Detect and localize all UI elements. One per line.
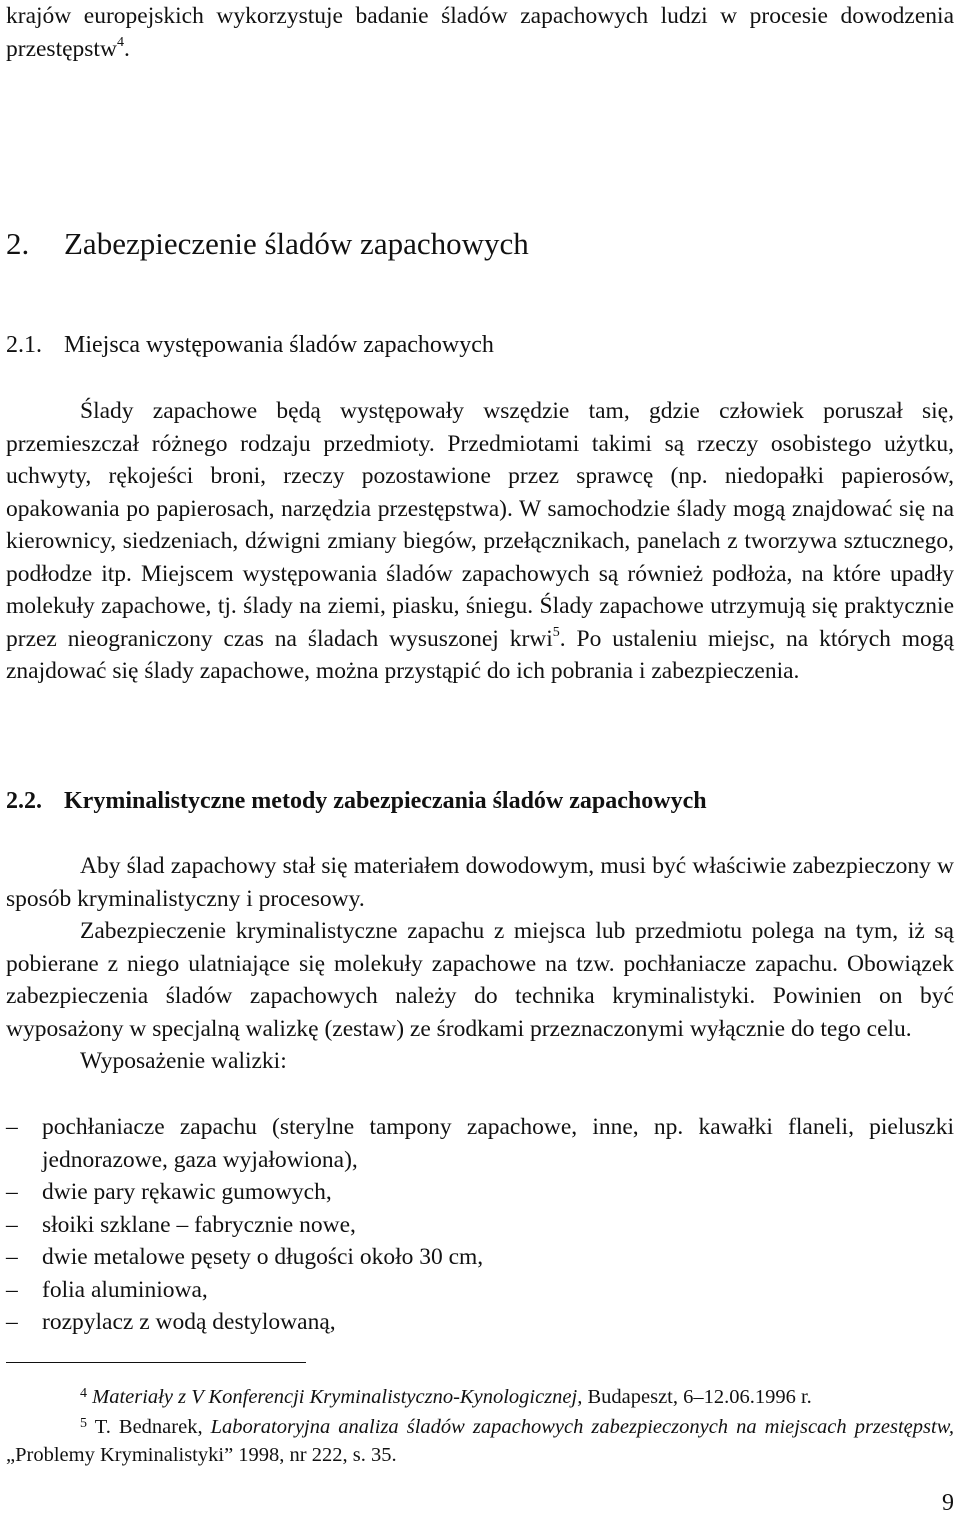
section-number: 2. bbox=[6, 226, 30, 261]
paragraph-1-end: . Po ustaleniu miejsc, na których mogą znajdować się ślady zapachowe, można przystąpić do ich pobrania i zabezpieczenia. bbox=[6, 625, 954, 684]
subsection-title: Kryminalistyczne metody zabezpieczania śladów zapachowych bbox=[64, 788, 707, 814]
footnote-ref-4: 4 bbox=[116, 34, 124, 50]
list-item: – pochłaniacze zapachu (sterylne tampony zapachowe, inne, np. kawałki flaneli, pieluszki jednorazowe, gaza wyjałowiona), bbox=[6, 1114, 954, 1173]
footnote-5: $^5$ T. Bednarek, Laboratoryjna analiza śladów zapachowych zabezpieczonych na miejscach przestępstw, „Problemy Kryminalistyki” 1998, nr 222, s. 35. bbox=[6, 1416, 954, 1466]
footnote-separator bbox=[6, 1362, 306, 1363]
intro-end: . bbox=[123, 35, 130, 62]
paragraph-1 bbox=[6, 395, 954, 688]
paragraph-1-text: Ślady zapachowe będą występowały wszędzie tam, gdzie człowiek poruszał się, przemieszczał różnego rodzaju przedmioty. Przedmiotami takimi są rzeczy osobistego użytku, uchwyty, rękojeści broni, rzeczy pozostawione przez sprawcę (np. niedopałki papierosów, opakowania po papierosach, narzędzia przestępstwa). W samochodzie ślady mogą znajdować się na kierownicy, siedzeniach, dźwigni zmiany biegów, przełącznikach, panelach z tworzywa sztucznego, podłodze itp. Miejscem występowania śladów zapachowych są również podłoża, na które upadły molekuły zapachowe, tj. ślady na ziemi, piasku, śniegu. Ślady zapachowe utrzymują się praktycznie przez nieograniczony czas na śladach wysuszonej krwi bbox=[6, 398, 954, 652]
list-item: – rozpylacz z wodą destylowaną, bbox=[6, 1309, 336, 1335]
subsection-title: Miejsca występowania śladów zapachowych bbox=[64, 332, 494, 358]
list-item: – folia aluminiowa, bbox=[6, 1276, 208, 1303]
paragraph-3-text: Zabezpieczenie kryminalistyczne zapachu z miejsca lub przedmiotu polega na tym, iż są pobierane z niego ulatniające się molekuły zapachowe na tzw. pochłaniacze zapachu. Obowiązek zabezpieczenia śladów zapachowych należy do technika kryminalistyki. Powinien on być wyposażony w specjalną walizkę (zestaw) ze środkami przeznaczonymi wyłącznie do tego celu. bbox=[6, 918, 954, 1042]
page-number: 9 bbox=[942, 1490, 954, 1516]
paragraph-2-text: Aby ślad zapachowy stał się materiałem dowodowym, musi być właściwie zabezpieczony w sposób kryminalistyczny i procesowy. bbox=[6, 853, 954, 912]
section-title: Zabezpieczenie śladów zapachowych bbox=[64, 226, 529, 261]
intro-text: krajów europejskich wykorzystuje badanie śladów zapachowych ludzi w procesie dowodzenia przestępstw bbox=[6, 3, 954, 62]
footnote-4: $^4$ Materiały z V Konferencji Kryminalistyczno-Kynologicznej, Budapeszt, 6–12.06.1996 r. bbox=[80, 1386, 812, 1408]
section-heading bbox=[6, 224, 946, 264]
footnote-ref-5: 5 bbox=[552, 624, 560, 640]
list-item: – słoiki szklane – fabrycznie nowe, bbox=[6, 1211, 356, 1238]
intro-paragraph bbox=[6, 0, 954, 65]
subsection-number: 2.2. bbox=[6, 788, 42, 814]
paragraph-4-text: Wyposażenie walizki: bbox=[80, 1048, 287, 1074]
subsection-heading-2 bbox=[6, 785, 946, 817]
subsection-number: 2.1. bbox=[6, 332, 42, 358]
subsection-heading-1 bbox=[6, 329, 946, 361]
list-item: – dwie pary rękawic gumowych, bbox=[6, 1179, 332, 1205]
paragraph-2 bbox=[6, 850, 954, 1078]
list-item: – dwie metalowe pęsety o długości około 30 cm, bbox=[6, 1244, 484, 1270]
equipment-list bbox=[6, 1111, 954, 1339]
